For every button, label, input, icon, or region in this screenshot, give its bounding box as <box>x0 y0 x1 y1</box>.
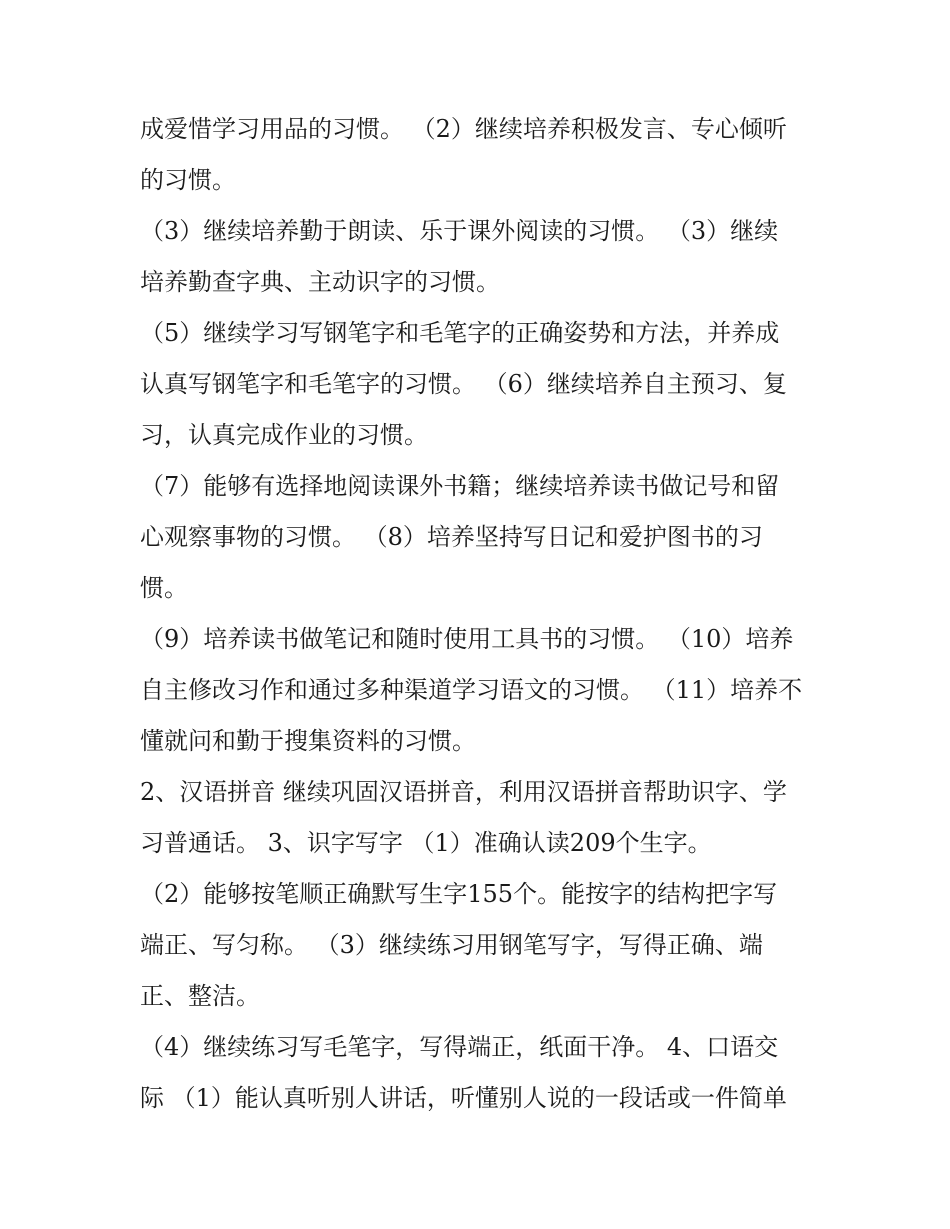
text-line: 习，认真完成作业的习惯。 <box>140 421 428 449</box>
text-line: （4）继续练习写毛笔字，写得端正，纸面干净。 4、口语交 <box>140 1033 779 1061</box>
text-line: 成爱惜学习用品的习惯。 （2）继续培养积极发言、专心倾听 <box>140 115 787 143</box>
text-line: 2、汉语拼音 继续巩固汉语拼音，利用汉语拼音帮助识字、学 <box>140 778 787 806</box>
document-body <box>140 104 820 1124</box>
text-line: （2）能够按笔顺正确默写生字155个。能按字的结构把字写 <box>140 880 778 908</box>
text-line: 培养勤查字典、主动识字的习惯。 <box>140 268 500 296</box>
text-line: 的习惯。 <box>140 166 236 194</box>
text-line: 惯。 <box>140 574 188 602</box>
text-line: 认真写钢笔字和毛笔字的习惯。 （6）继续培养自主预习、复 <box>140 370 787 398</box>
text-line: 懂就问和勤于搜集资料的习惯。 <box>140 727 476 755</box>
text-line: 习普通话。 3、识字写字 （1）准确认读209个生字。 <box>140 829 712 857</box>
text-line: 端正、写匀称。 （3）继续练习用钢笔写字，写得正确、端 <box>140 931 763 959</box>
text-line: （7）能够有选择地阅读课外书籍；继续培养读书做记号和留 <box>140 472 780 500</box>
text-line: （9）培养读书做笔记和随时使用工具书的习惯。 （10）培养 <box>140 625 794 653</box>
text-line: 正、整洁。 <box>140 982 260 1010</box>
text-line: 心观察事物的习惯。 （8）培养坚持写日记和爱护图书的习 <box>140 523 763 551</box>
text-line: （5）继续学习写钢笔字和毛笔字的正确姿势和方法，并养成 <box>140 319 780 347</box>
text-line: 自主修改习作和通过多种渠道学习语文的习惯。 （11）培养不 <box>140 676 803 704</box>
text-line: （3）继续培养勤于朗读、乐于课外阅读的习惯。 （3）继续 <box>140 217 779 245</box>
text-line: 际 （1）能认真听别人讲话，听懂别人说的一段话或一件简单 <box>140 1084 787 1112</box>
